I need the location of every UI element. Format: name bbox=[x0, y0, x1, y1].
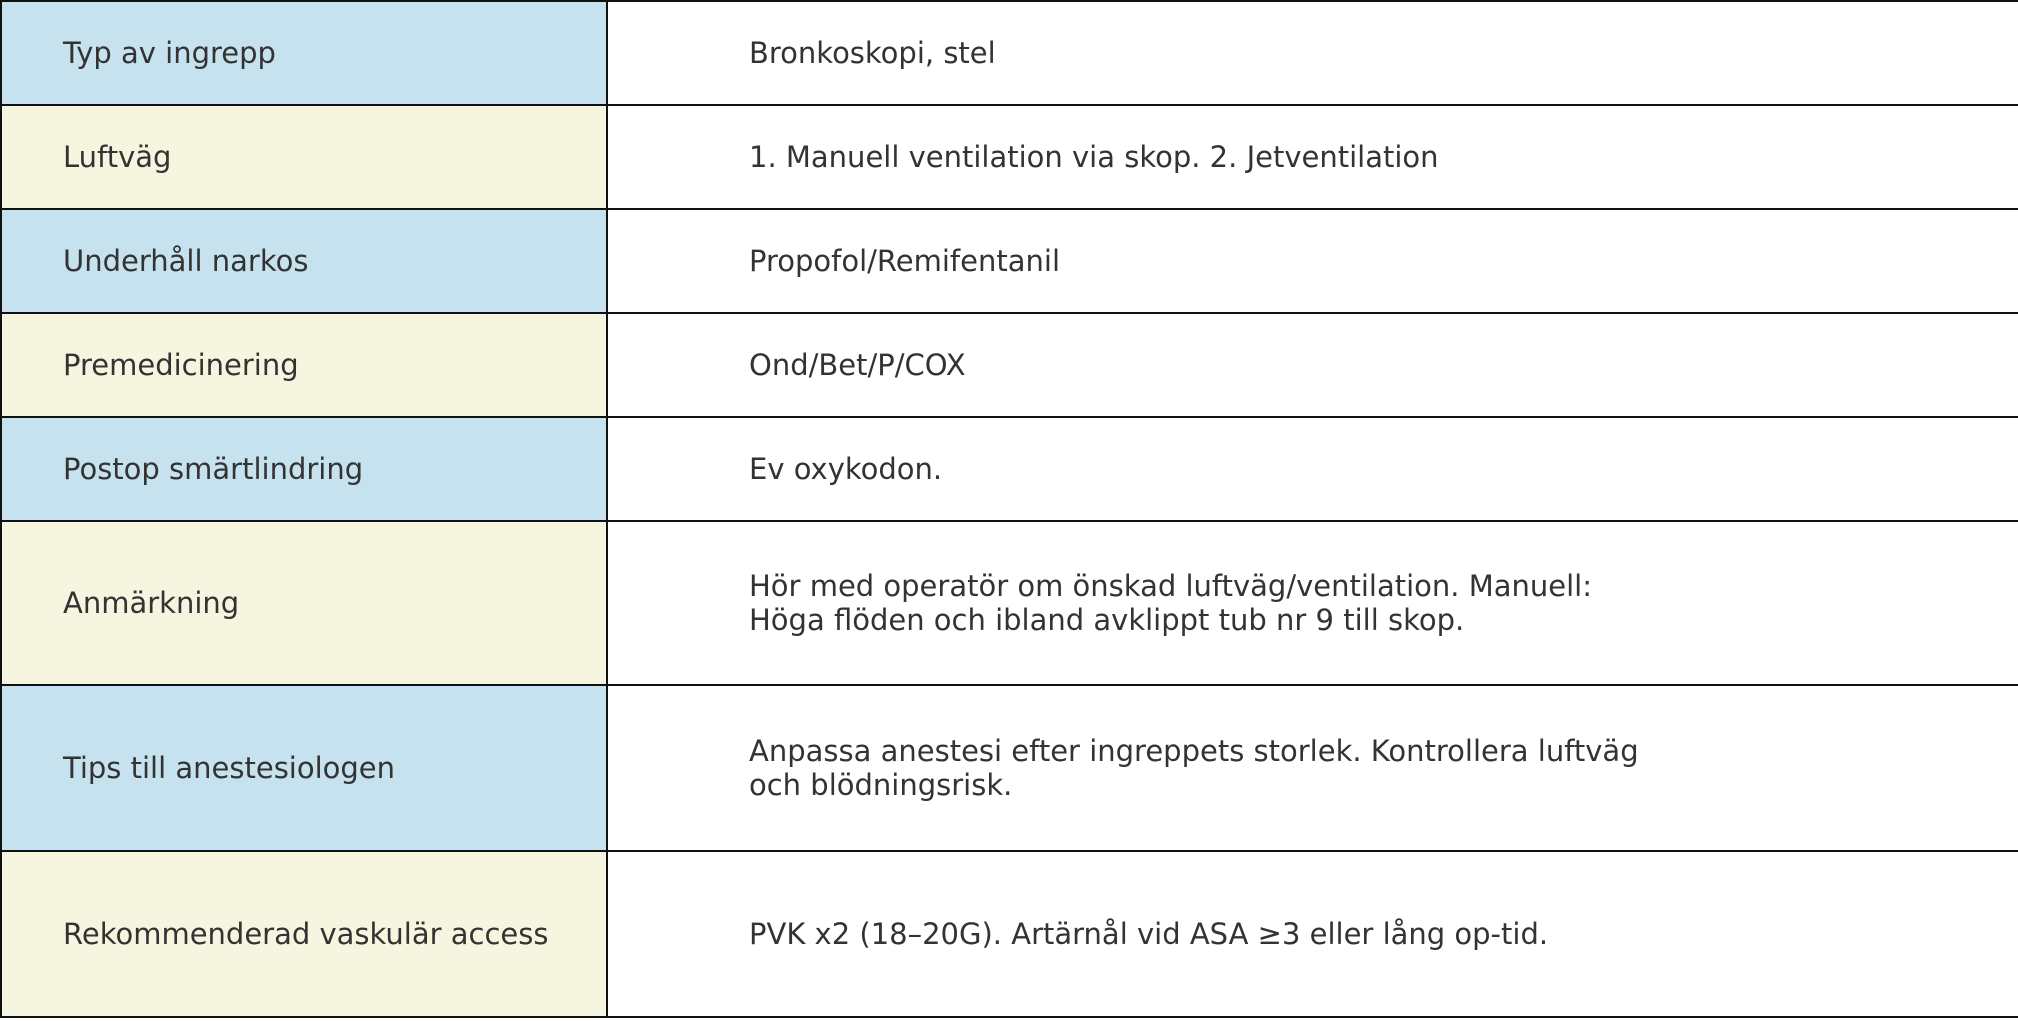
table-row bbox=[1, 685, 2018, 851]
table-row bbox=[1, 105, 2018, 209]
row-value-typ-av-ingrepp: Bronkoskopi, stel bbox=[607, 1, 2018, 105]
table-row bbox=[1, 313, 2018, 417]
row-value-luftvag: 1. Manuell ventilation via skop. 2. Jetventilation bbox=[607, 105, 2018, 209]
table-row bbox=[1, 521, 2018, 685]
table-row bbox=[1, 417, 2018, 521]
row-value-tips-till-anestesiologen: Anpassa anestesi efter ingreppets storlek. Kontrollera luftväg och blödningsrisk. bbox=[607, 685, 2018, 851]
row-label-luftvag: Luftväg bbox=[1, 105, 607, 209]
row-label-underhall-narkos: Underhåll narkos bbox=[1, 209, 607, 313]
table-row bbox=[1, 1, 2018, 105]
row-label-tips-till-anestesiologen: Tips till anestesiologen bbox=[1, 685, 607, 851]
table-row bbox=[1, 851, 2018, 1017]
row-label-anmarkning: Anmärkning bbox=[1, 521, 607, 685]
row-value-anmarkning: Hör med operatör om önskad luftväg/ventilation. Manuell: Höga flöden och ibland avklippt tub nr 9 till skop. bbox=[607, 521, 2018, 685]
row-value-postop-smartlindring: Ev oxykodon. bbox=[607, 417, 2018, 521]
row-label-typ-av-ingrepp: Typ av ingrepp bbox=[1, 1, 607, 105]
row-value-rekommenderad-vaskular-access: PVK x2 (18–20G). Artärnål vid ASA ≥3 eller lång op-tid. bbox=[607, 851, 2018, 1017]
row-label-postop-smartlindring: Postop smärtlindring bbox=[1, 417, 607, 521]
row-value-underhall-narkos: Propofol/Remifentanil bbox=[607, 209, 2018, 313]
row-label-premedicinering: Premedicinering bbox=[1, 313, 607, 417]
row-label-rekommenderad-vaskular-access: Rekommenderad vaskulär access bbox=[1, 851, 607, 1017]
row-value-premedicinering: Ond/Bet/P/COX bbox=[607, 313, 2018, 417]
table-row bbox=[1, 209, 2018, 313]
